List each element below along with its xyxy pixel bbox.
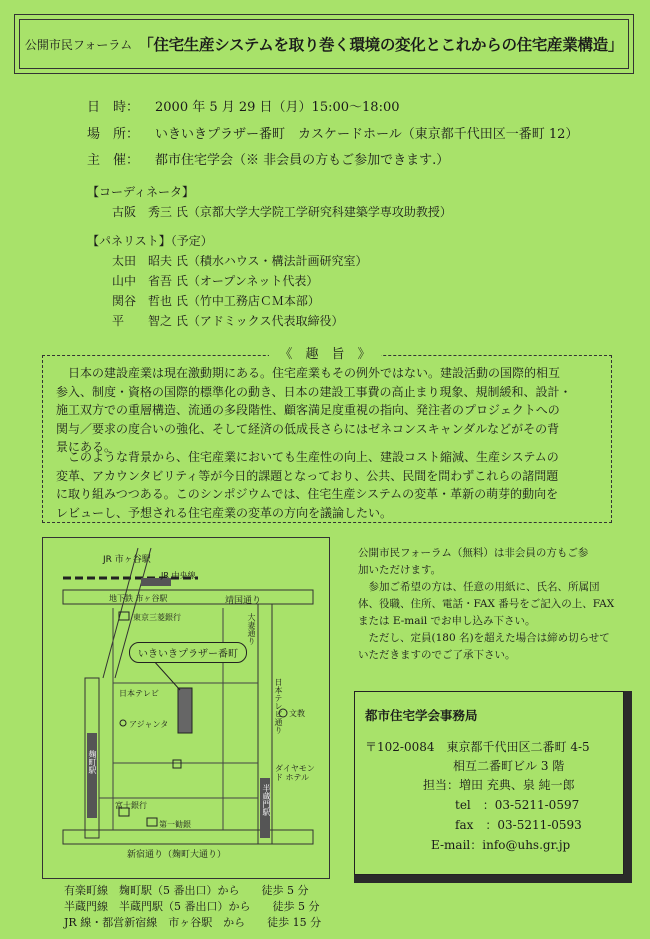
note-line: いただきますのでご了承下さい。	[358, 649, 516, 661]
map-diamond: ダイヤモンド ホテル	[275, 764, 315, 782]
host-value: 都市住宅学会（※ 非会員の方もご参加できます.）	[155, 153, 450, 168]
purpose-heading: 《 趣 旨 》	[269, 347, 380, 362]
contact-office: 都市住宅学会事務局	[365, 708, 478, 723]
date-row	[87, 96, 400, 115]
map-nihon-tv-dori: 日本テレビ通り	[274, 678, 283, 734]
access-line: 半蔵門線 半蔵門駅（5 番出口）から 徒歩 5 分	[64, 900, 320, 913]
map-nittele: 日本テレビ	[119, 689, 159, 698]
title-inner-frame	[19, 19, 629, 69]
contact-person: 担当：増田 充典、泉 純一郎	[423, 778, 575, 792]
panelist-item: 平 智之 氏（アドミックス代表取締役）	[112, 314, 344, 328]
map-fuji: 富士銀行	[115, 801, 147, 810]
map-subway-ichigaya: 地下鉄 市ヶ谷駅	[109, 594, 168, 603]
access-line: 有楽町線 麹町駅（5 番出口）から 徒歩 5 分	[64, 884, 309, 897]
purpose-paragraph-1	[56, 364, 601, 457]
map-daiichi: 第一勧銀	[159, 820, 191, 829]
title-frame	[14, 14, 634, 74]
access-line: JR 線・都営新宿線 市ヶ谷駅 から 徒歩 15 分	[64, 916, 322, 929]
map-shinjuku: 新宿通り（麹町大通り）	[127, 850, 227, 860]
contact-fax: fax ：03-5211-0593	[455, 818, 582, 832]
registration-note	[358, 545, 620, 664]
note-line: 加いただけます。	[358, 564, 442, 576]
note-line: 体、役職、住所、電話・FAX 番号をご記入の上、FAX	[358, 598, 615, 610]
place-label: 場 所：	[87, 127, 140, 142]
contact-tel: tel ：03-5211-0597	[455, 798, 580, 812]
map-bunkyo: 文教	[289, 709, 305, 718]
page-title: 「住宅生産システムを取り巻く環境の変化とこれからの住宅産業構造」	[138, 36, 624, 54]
note-line: または E-mail でお申し込み下さい。	[358, 615, 536, 627]
map-kojimachi: 麹町駅	[88, 750, 97, 774]
panelist-item: 山中 省吾 氏（オープンネット代表）	[112, 274, 319, 288]
contact-box-shadow	[354, 691, 632, 883]
host-row	[87, 149, 449, 168]
note-line: ただし、定員(180 名)を超えた場合は締め切らせて	[358, 632, 610, 644]
access-map	[42, 537, 330, 879]
panelist-item: 関谷 哲也 氏（竹中工務店ＣＭ本部）	[112, 294, 320, 308]
map-tokyo-sanwa: 東京三菱銀行	[133, 613, 181, 622]
purpose-line: 日本の建設産業は現在激動期にある。住宅産業もその例外ではない。建設活動の国際的相互	[68, 366, 561, 380]
map-adjanta: アジャンタ	[129, 720, 169, 729]
date-value: 2000 年 5 月 29 日（月）15:00〜18:00	[155, 100, 400, 115]
panelist-item: 太田 昭夫 氏（積水ハウス・構法計画研究室）	[112, 254, 368, 268]
map-jr-ichigaya: JR 市ヶ谷駅	[103, 555, 151, 565]
purpose-line: 参入、制度・資格の国際的標準化の動き、日本の建設工事費の高止まり現象、規制緩和、設計・	[56, 384, 572, 399]
purpose-line: 施工双方での重層構造、流通の多段階性、顧客満足度重視の指向、発注者のプロジェクトへの	[56, 403, 560, 417]
host-label: 主 催：	[87, 153, 140, 168]
date-label: 日 時：	[87, 100, 140, 115]
purpose-line: に取り組みつつある。このシンポジウムでは、住宅生産システムの変革・革新の萌芽的動向を	[56, 487, 559, 501]
purpose-line: 景にある。	[56, 440, 117, 454]
map-ookubo: 大妻通り	[247, 613, 256, 645]
purpose-line: このような背景から、住宅産業においても生産性の向上、建設コスト縮減、生産システムの	[68, 450, 559, 464]
place-row	[87, 123, 578, 142]
contact-box	[354, 691, 624, 875]
purpose-line: 関与／要求の度合いの強化、そして経済の低成長さらにはゼネコンスキャンダルなどがその背	[56, 421, 560, 436]
map-yasukuni: 靖国通り	[225, 596, 262, 606]
purpose-heading-wrap	[0, 343, 650, 362]
purpose-line: 変革、アカウンタビリティ等が今日的課題となっており、公共、民間を問わずこれらの諸問題	[56, 468, 559, 483]
coordinator-person: 古阪 秀三 氏（京都大学大学院工学研究科建築学専攻助教授）	[112, 205, 452, 219]
contact-email[interactable]: E-mail：info@uhs.gr.jp	[431, 838, 571, 852]
map-hanzomon: 半蔵門駅	[262, 784, 271, 816]
forum-type-label: 公開市民フォーラム	[24, 37, 133, 52]
note-line: 参加ご希望の方は、任意の用紙に、氏名、所属団	[358, 581, 600, 593]
place-value: いきいきプラザー番町 カスケードホール（東京都千代田区一番町 12）	[155, 127, 579, 142]
panelists-heading: 【パネリスト】（予定）	[87, 234, 213, 248]
note-line: 公開市民フォーラム（無料）は非会員の方もご参	[358, 547, 589, 559]
contact-building: 相互二番町ビル 3 階	[453, 759, 565, 773]
map-jr-chuo: JR 中央線	[161, 571, 196, 580]
contact-address: 〒102-0084 東京都千代田区二番町 4-5	[365, 740, 590, 754]
coordinator-heading: 【コーディネータ】	[87, 185, 195, 199]
purpose-line: レビューし、予想される住宅産業の変革の方向を議論したい。	[56, 505, 393, 520]
map-venue: いきいきプラザー番町	[129, 642, 247, 663]
purpose-paragraph-2	[56, 448, 601, 522]
